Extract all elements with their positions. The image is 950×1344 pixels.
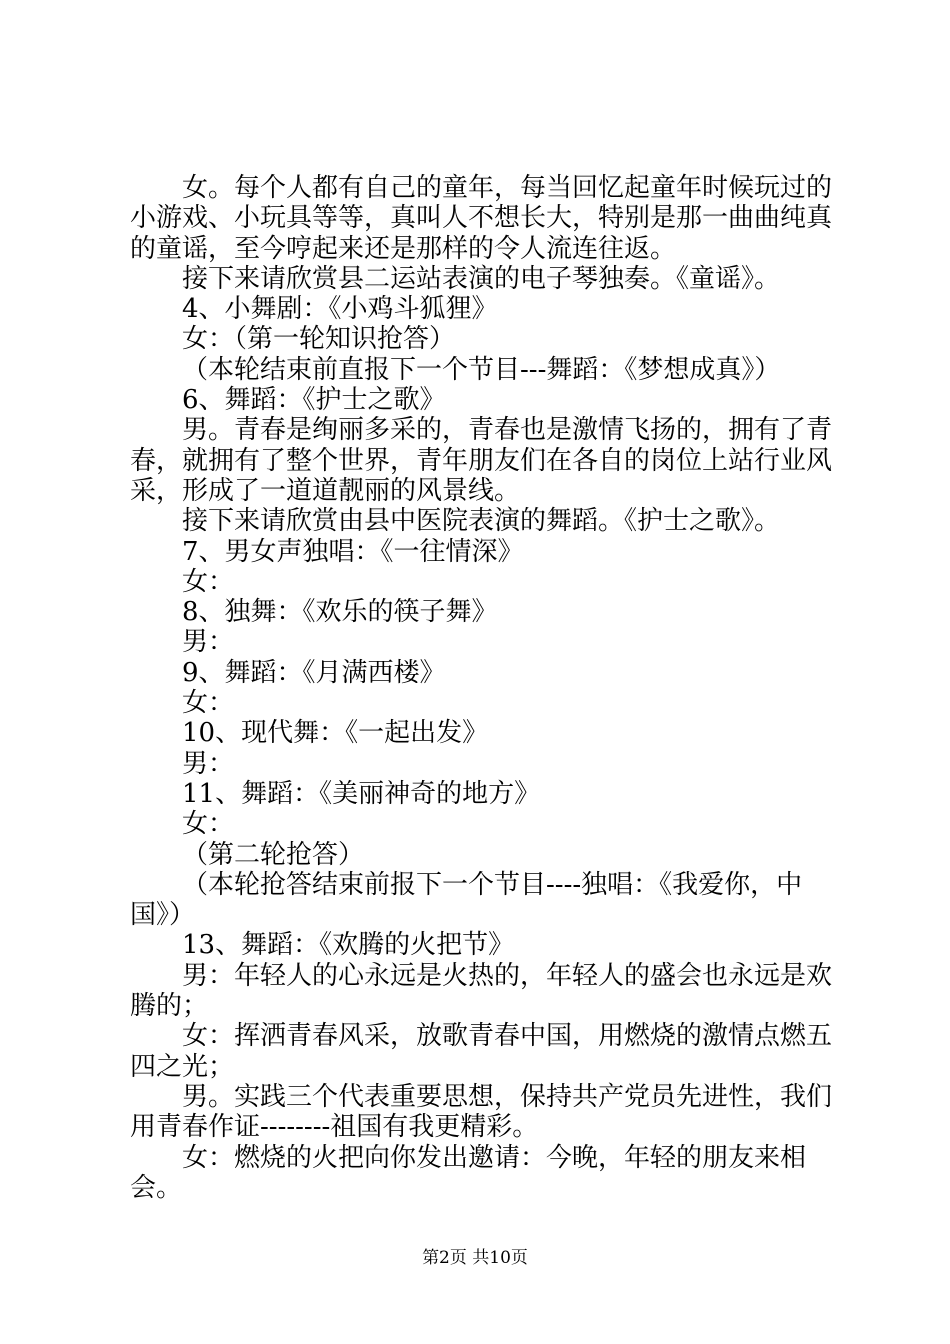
paragraph: （本轮抢答结束前报下一个节目----独唱：《我爱你，中国》） bbox=[130, 869, 803, 931]
paragraph: 女： bbox=[182, 809, 235, 840]
paragraph: （第二轮抢答） bbox=[182, 839, 365, 870]
paragraph: 6、舞蹈：《护士之歌》 bbox=[182, 385, 446, 416]
paragraph: 4、小舞剧：《小鸡斗狐狸》 bbox=[182, 294, 498, 325]
paragraph: 9、舞蹈：《月满西楼》 bbox=[182, 657, 446, 688]
paragraph: 女： bbox=[182, 566, 235, 597]
paragraph: 女：燃烧的火把向你发出邀请：今晚，年轻的朋友来相会。 bbox=[130, 1142, 807, 1203]
paragraph: 7、男女声独唱：《一往情深》 bbox=[182, 536, 524, 567]
document-body bbox=[130, 173, 850, 1203]
paragraph: 男。实践三个代表重要思想，保持共产党员先进性，我们用青春作证--------祖国有我更精彩。 bbox=[130, 1081, 833, 1143]
paragraph: 13、舞蹈：《欢腾的火把节》 bbox=[182, 930, 515, 961]
paragraph: 女：（第一轮知识抢答） bbox=[182, 324, 456, 355]
paragraph: 女： bbox=[182, 688, 235, 719]
paragraph: 11、舞蹈：《美丽神奇的地方》 bbox=[182, 778, 541, 809]
paragraph: （本轮结束前直报下一个节目---舞蹈：《梦想成真》） bbox=[182, 354, 781, 385]
paragraph: 10、现代舞：《一起出发》 bbox=[182, 718, 489, 749]
paragraph: 接下来请欣赏由县中医院表演的舞蹈。《护士之歌》。 bbox=[182, 506, 781, 537]
paragraph: 女。每个人都有自己的童年，每当回忆起童年时候玩过的小游戏、小玩具等等，真叫人不想长大，特别是那一曲曲纯真的童谣，至今哼起来还是那样的令人流连往返。 bbox=[130, 173, 833, 264]
paragraph: 男： bbox=[182, 748, 235, 779]
paragraph: 8、独舞：《欢乐的筷子舞》 bbox=[182, 597, 498, 628]
paragraph: 接下来请欣赏县二运站表演的电子琴独奏。《童谣》。 bbox=[182, 263, 781, 294]
page-number-footer: 第2页 共10页 bbox=[422, 1248, 528, 1268]
paragraph: 男：年轻人的心永远是火热的，年轻人的盛会也永远是欢腾的； bbox=[130, 960, 833, 1022]
paragraph: 女：挥洒青春风采，放歌青春中国，用燃烧的激情点燃五四之光； bbox=[130, 1021, 833, 1082]
paragraph: 男。青春是绚丽多采的，青春也是激情飞扬的，拥有了青春，就拥有了整个世界，青年朋友们在各自的岗位上站行业风采，形成了一道道靓丽的风景线。 bbox=[130, 415, 833, 506]
paragraph: 男： bbox=[182, 627, 235, 658]
